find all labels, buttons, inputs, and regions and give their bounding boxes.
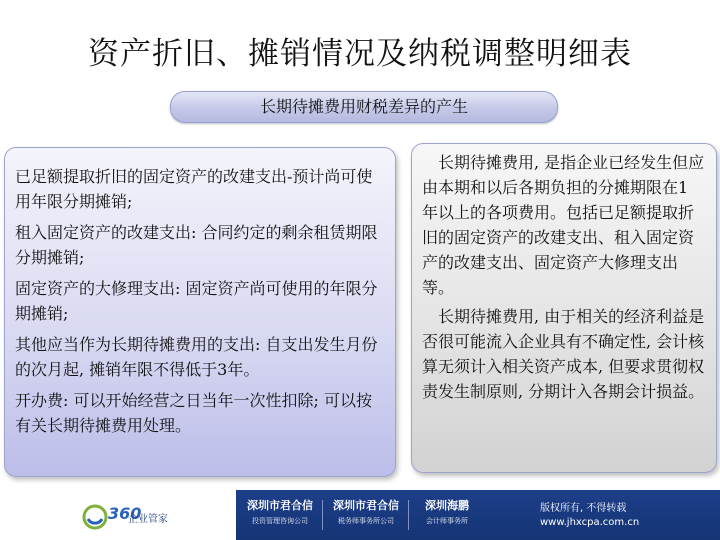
logo-subtitle: 企业管家 <box>128 514 168 525</box>
copyright-block <box>540 502 639 530</box>
logo-area <box>0 490 236 540</box>
company-3 <box>412 498 482 534</box>
company-desc: 税务师事务所公司 <box>338 517 394 525</box>
subtitle-banner <box>170 91 558 123</box>
company-1 <box>240 498 320 534</box>
copyright-text: 版权所有, 不得转载 <box>540 503 627 514</box>
left-item: 租入固定资产的改建支出: 合同约定的剩余租赁期限分期摊销; <box>15 223 378 267</box>
slide-title: 资产折旧、摊销情况及纳税调整明细表 <box>88 36 632 72</box>
company-name: 深圳海鹏 <box>425 499 469 512</box>
left-item: 固定资产的大修理支出: 固定资产尚可使用的年限分期摊销; <box>15 279 378 323</box>
footer-divider <box>408 500 409 530</box>
company-name: 深圳市君合信 <box>247 499 313 512</box>
right-content-box <box>411 143 717 473</box>
logo-text: 360 <box>108 504 142 523</box>
logo-icon <box>82 504 108 530</box>
right-paragraph: 长期待摊费用, 是指企业已经发生但应由本期和以后各期负担的分摊期限在1 年以上的各项费用。包括已足额提取折旧的固定资产的改建支出、租入固定资产的改建支出、固定资产大修理支出等。 <box>422 153 705 297</box>
footer-bar <box>0 490 720 540</box>
company-desc: 投资管理咨询公司 <box>252 517 308 525</box>
left-item: 开办费: 可以开始经营之日当年一次性扣除; 可以按有关长期待摊费用处理。 <box>15 391 372 435</box>
subtitle-text: 长期待摊费用财税差异的产生 <box>259 97 468 116</box>
company-desc: 会计师事务所 <box>426 517 468 525</box>
company-2 <box>326 498 406 534</box>
left-content-box <box>4 147 396 477</box>
footer-divider <box>322 500 323 530</box>
left-item: 其他应当作为长期待摊费用的支出: 自支出发生月份的次月起, 摊销年限不得低于3年。 <box>15 335 378 379</box>
left-item: 已足额提取折旧的固定资产的改建支出-预计尚可使用年限分期摊销; <box>15 167 373 211</box>
website-link[interactable]: www.jhxcpa.com.cn <box>540 517 640 528</box>
right-paragraph: 长期待摊费用, 由于相关的经济利益是否很可能流入企业具有不确定性, 会计核算无须计入相关资产成本, 但要求贯彻权责发生制原则, 分期计入各期会计损益。 <box>422 307 705 401</box>
company-name: 深圳市君合信 <box>333 499 399 512</box>
